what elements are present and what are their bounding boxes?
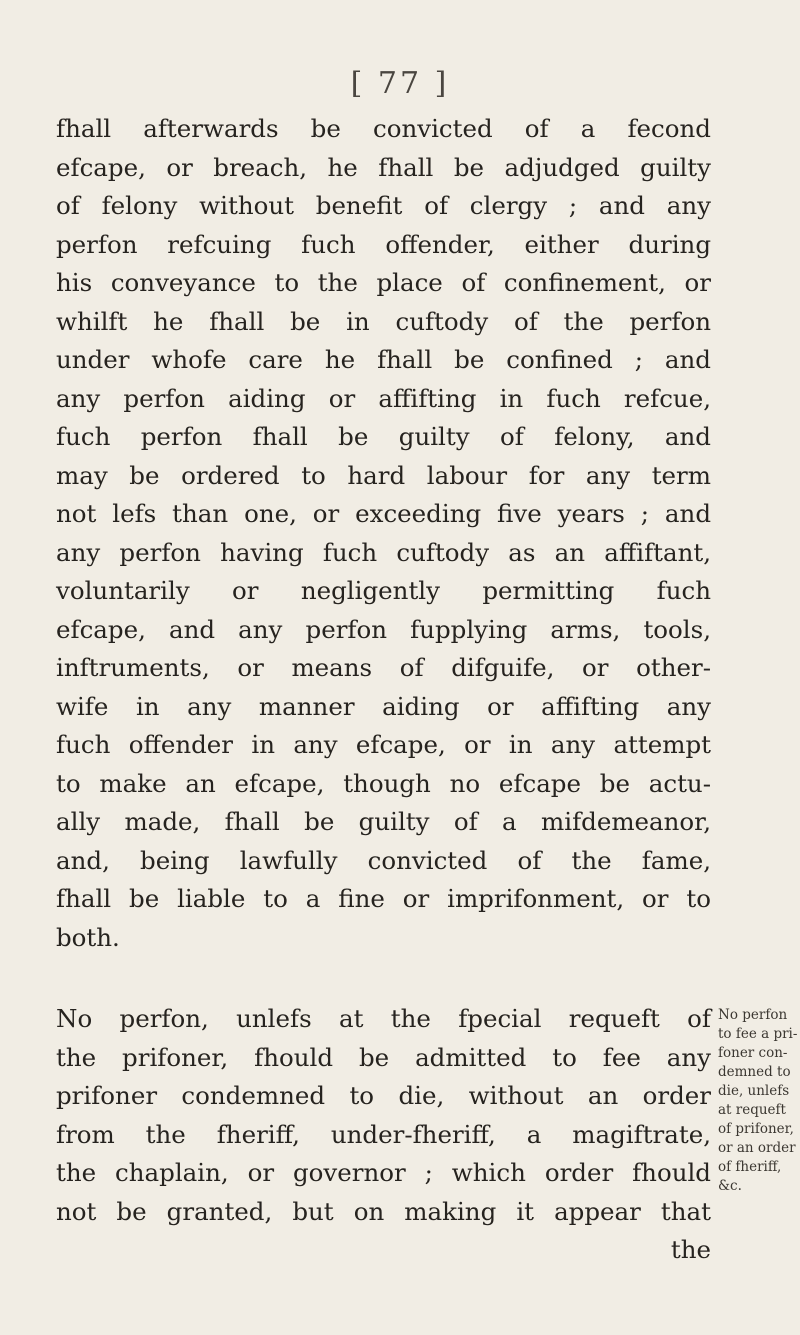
text-line: his conveyance to the place of confinement, or — [56, 268, 711, 297]
paragraph-2 — [56, 1000, 711, 1270]
text-line: fuch perfon fhall be guilty of felony, and — [56, 422, 711, 451]
text-line: wife in any manner aiding or affifting any — [56, 691, 711, 721]
text-line: not be granted, but on making it appear that — [56, 1196, 711, 1226]
paragraph-1 — [56, 110, 711, 957]
text-line: any perfon aiding or affifting in fuch refcue, — [56, 383, 711, 413]
margin-note-line: of fheriff, — [718, 1159, 782, 1175]
margin-note-line: of prifoner, — [718, 1121, 794, 1137]
catchword: the — [670, 1235, 711, 1264]
text-line: any perfon having fuch cuftody as an affiftant, — [56, 537, 711, 567]
text-line: whilft he fhall be in cuftody of the perfon — [56, 306, 711, 336]
margin-note-line: at requeft — [718, 1102, 786, 1118]
text-line: may be ordered to hard labour for any term — [56, 460, 711, 490]
margin-note-line: foner con- — [718, 1045, 788, 1061]
text-line: the chaplain, or governor ; which order fhould — [56, 1158, 711, 1187]
margin-note-line: die, unlefs — [718, 1083, 790, 1099]
text-line: both. — [56, 922, 120, 952]
margin-note-line: to fee a pri- — [718, 1026, 798, 1042]
text-line: not lefs than one, or exceeding five years ; and — [56, 499, 711, 528]
text-line: fhall be liable to a fine or imprifonment, or to — [56, 884, 711, 913]
text-line: perfon refcuing fuch offender, either during — [56, 229, 711, 259]
text-line: fuch offender in any efcape, or in any attempt — [56, 730, 711, 759]
text-line: to make an efcape, though no efcape be actu- — [56, 768, 711, 798]
text-line: fhall afterwards be convicted of a fecond — [56, 114, 711, 143]
text-line: efcape, and any perfon fupplying arms, tools, — [56, 614, 711, 644]
page-number: [ 77 ] — [350, 66, 450, 101]
text-line: voluntarily or negligently permitting fuch — [56, 576, 711, 605]
margin-note-line: &c. — [718, 1178, 742, 1194]
text-line: and, being lawfully convicted of the fame, — [56, 845, 711, 875]
text-line: prifoner condemned to die, without an order — [56, 1081, 711, 1110]
margin-note — [718, 1006, 798, 1196]
text-line: No perfon, unlefs at the fpecial requeft of — [56, 1004, 711, 1033]
text-line: of felony without benefit of clergy ; and any — [56, 191, 711, 220]
text-line: under whofe care he fhall be confined ; and — [56, 345, 711, 374]
text-line: the prifoner, fhould be admitted to fee any — [56, 1042, 711, 1072]
text-line: from the fheriff, under-fheriff, a magiftrate, — [56, 1119, 711, 1149]
margin-note-line: demned to — [718, 1064, 791, 1080]
text-line: inftruments, or means of difguife, or other- — [56, 653, 711, 682]
text-line: efcape, or breach, he fhall be adjudged guilty — [56, 152, 711, 182]
margin-note-line: or an order — [718, 1140, 796, 1156]
margin-note-line: No perfon — [718, 1007, 788, 1023]
text-line: ally made, fhall be guilty of a mifdemeanor, — [56, 807, 711, 836]
